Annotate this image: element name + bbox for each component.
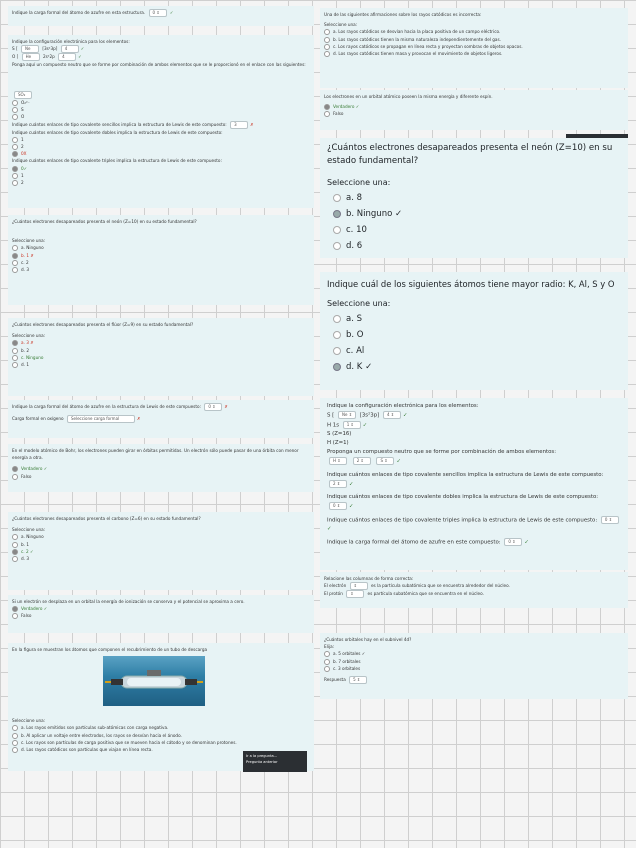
option[interactable]: d. 1 bbox=[12, 361, 310, 368]
option[interactable]: Verdadero ✓ bbox=[324, 103, 624, 110]
s-z-label: S (Z=16) bbox=[327, 431, 352, 437]
triple-select[interactable]: 0 ⇕ bbox=[601, 516, 619, 524]
orbitals-card bbox=[320, 633, 628, 699]
config-prompt: Indique la configuración electrónica para los elementos: bbox=[12, 39, 130, 44]
charge-question-card bbox=[8, 6, 314, 26]
check-icon: ✓ bbox=[80, 46, 85, 52]
question-prompt: Indique cuál de los siguientes átomos tiene mayor radio: K, Al, S y O bbox=[327, 279, 615, 289]
select-one-label: Seleccione una: bbox=[327, 299, 391, 308]
check-icon: ✓ bbox=[396, 458, 401, 465]
double-select[interactable]: 0 ⇕ bbox=[329, 502, 347, 510]
check-icon: ✓ bbox=[349, 503, 354, 510]
option-b[interactable]: b. Ninguno ✓ bbox=[333, 208, 621, 220]
h-select[interactable]: 1 ⇕ bbox=[343, 421, 361, 429]
config-prompt: Indique la configuración electrónica para los elementos: bbox=[327, 403, 479, 409]
s-config: [3s²3p] bbox=[359, 412, 380, 419]
question-prompt: ¿Cuántos electrones desapareados presenta el flúor (Z=9) en su estado fundamental? bbox=[12, 322, 194, 327]
option[interactable]: 2 bbox=[12, 143, 310, 150]
tooltip-line: Ir a la pregunta... bbox=[246, 754, 278, 758]
check-icon: ✓ bbox=[78, 54, 82, 60]
charge-prompt: Indique la carga formal del átomo de azufre en este compuesto: bbox=[327, 539, 501, 546]
option[interactable]: a. Los rayos catódicos se desvían hacia la placa positiva de un campo eléctrico. bbox=[324, 28, 624, 35]
charge2-prompt: Indique la carga formal del átomo de azufre en la estructura de Lewis de este compuesto: bbox=[12, 404, 201, 409]
match-definition: es partícula subatómica que se encuentra en el núcleo. bbox=[367, 591, 484, 597]
option[interactable]: c. 3 orbitales bbox=[324, 665, 624, 672]
question-prompt: ¿Cuántos electrones desapareados presenta el carbono (Z=6) en su estado fundamental? bbox=[12, 516, 201, 521]
option[interactable]: d. Los rayos catódicos son partículas que viajan en línea recta. bbox=[12, 746, 310, 753]
s-select-1[interactable]: Ne ⇕ bbox=[338, 411, 356, 419]
cathode-rays-card bbox=[320, 8, 628, 88]
option[interactable]: 1 bbox=[12, 136, 310, 143]
compound-select[interactable]: SO₂ bbox=[14, 91, 32, 99]
simple-bonds-prompt: Indique cuántos enlaces de tipo covalente sencillos implica la estructura de Lewis de este compuesto: bbox=[327, 471, 604, 478]
option[interactable]: d. 3 bbox=[12, 266, 310, 273]
triple-bonds-prompt: Indique cuántos enlaces de tipo covalente triples implica la estructura de Lewis de este compuesto: bbox=[327, 517, 598, 523]
check-icon: ✓ bbox=[402, 412, 408, 419]
match-select[interactable]: ⇕ bbox=[346, 590, 364, 598]
option[interactable]: b. 1 ✗ bbox=[12, 252, 310, 259]
option[interactable]: c. 2 ✓ bbox=[12, 548, 310, 555]
option[interactable]: a. 3 ✗ bbox=[12, 339, 310, 346]
question-prompt: En el modelo atómico de Bohr, los electrones pueden girar en órbitas permitidas. Un electrón sólo puede pasar de una órbita con menor energía a otra. bbox=[12, 448, 299, 461]
option[interactable]: d. Los rayos catódicos tienen masa y provocan el movimiento de objetos ligeros. bbox=[324, 50, 624, 57]
check-icon: ✓ bbox=[362, 422, 368, 428]
o-select-1[interactable]: He bbox=[22, 53, 40, 61]
option[interactable]: Verdadero ✓ bbox=[12, 465, 310, 472]
answer-select[interactable]: 5 ⇕ bbox=[349, 676, 367, 684]
option[interactable]: 2 bbox=[12, 179, 310, 186]
question-prompt: Los electrones en un orbital atómico poseen la misma energía y diferente espín. bbox=[324, 94, 493, 99]
h-z-label: H (Z=1) bbox=[327, 440, 349, 446]
question-prompt: Relacione las columnas de forma correcta: bbox=[324, 576, 414, 581]
neon-small-card bbox=[8, 215, 314, 305]
double-bonds-prompt: Indique cuántos enlaces de tipo covalente dobles implica la estructura de Lewis de este compuesto: bbox=[327, 494, 599, 500]
match-definition: es la partícula subatómica que se encuentra alrededor del núcleo. bbox=[370, 583, 510, 589]
cross-icon: ✗ bbox=[136, 416, 141, 421]
select-one-label: Seleccione una: bbox=[327, 178, 391, 187]
check-icon: ✓ bbox=[169, 10, 174, 15]
discharge-tube-photo bbox=[103, 656, 205, 706]
option[interactable]: b. Al aplicar un voltaje entre electrodos, los rayos se desvían hacia el ánodo. bbox=[12, 732, 310, 739]
answer-label: Respuesta bbox=[324, 677, 346, 683]
check-icon: ✓ bbox=[327, 526, 332, 532]
option[interactable]: c. Ninguno bbox=[12, 354, 310, 361]
option-c[interactable]: c. Al bbox=[333, 345, 621, 357]
simple-bonds-prompt: Indique cuántos enlaces de tipo covalente sencillos implica la estructura de Lewis de este compuesto: bbox=[12, 121, 227, 127]
charge-prompt: Indique la carga formal del átomo de azufre en esta estructura. bbox=[12, 10, 146, 15]
select-one-label: Elija: bbox=[324, 644, 335, 650]
option[interactable]: b. 7 orbitales bbox=[324, 658, 624, 665]
triple-bonds-prompt: Indique cuántos enlaces de tipo covalente triples implica la estructura de Lewis de este compuesto: bbox=[12, 158, 222, 164]
option-d[interactable]: d. K ✓ bbox=[333, 361, 621, 373]
cross-icon: ✗ bbox=[224, 404, 228, 409]
compound-select-3[interactable]: S ⇕ bbox=[376, 457, 394, 465]
o-config: 2s²2p bbox=[42, 54, 55, 60]
option[interactable]: Verdadero ✓ bbox=[12, 605, 310, 612]
option[interactable]: Falso bbox=[12, 612, 310, 619]
option[interactable]: d. 3 bbox=[12, 555, 310, 562]
option[interactable]: 0X bbox=[12, 150, 310, 157]
option[interactable]: c. Los rayos catódicos se propagan en línea recta y proyectan sombras de objetos opacos. bbox=[324, 43, 624, 50]
match-card bbox=[320, 572, 628, 608]
navigation-tooltip[interactable] bbox=[243, 751, 307, 772]
option[interactable]: O bbox=[12, 113, 310, 120]
check-icon: ✓ bbox=[349, 481, 354, 487]
o-select-2[interactable]: 4 bbox=[58, 53, 76, 61]
question-prompt: ¿Cuántos electrones desapareados presenta el neón (Z=10) en su estado fundamental? bbox=[327, 143, 613, 166]
bohr-card bbox=[8, 444, 314, 492]
neon-big-card bbox=[320, 138, 628, 258]
answer-label: Carga formal en oxígeno bbox=[12, 416, 64, 421]
option[interactable]: a. Los rayos emitidos son partículas sub-atómicas con carga negativa. bbox=[12, 724, 310, 731]
option-c[interactable]: c. 10 bbox=[333, 224, 621, 236]
charge-select[interactable]: 0 ⇕ bbox=[504, 538, 522, 546]
charge-select[interactable]: 0 ⇕ bbox=[149, 9, 167, 17]
true-false-card bbox=[320, 90, 628, 130]
option[interactable]: a. 5 orbitales ✓ bbox=[324, 650, 624, 657]
fluor-small-card bbox=[8, 318, 314, 396]
option-a[interactable]: a. 8 bbox=[333, 192, 621, 204]
option-d[interactable]: d. 6 bbox=[333, 240, 621, 252]
tooltip-line: Pregunta anterior bbox=[246, 760, 278, 764]
s-label: S [ bbox=[12, 46, 18, 52]
lewis-questions-card bbox=[8, 88, 314, 208]
option[interactable]: b. 2 bbox=[12, 347, 310, 354]
s-label: S [ bbox=[327, 412, 335, 419]
match-term: El protón bbox=[324, 591, 343, 597]
question-prompt: ¿Cuántos orbitales hay en el subnivel 4d? bbox=[324, 637, 412, 642]
answer-select[interactable]: Seleccione carga formal bbox=[67, 415, 135, 423]
option[interactable]: S bbox=[12, 106, 310, 113]
option[interactable]: 0✓ bbox=[12, 165, 310, 172]
compound-prompt: Ponga aquí un compuesto neutro que se forme por combinación de ambos elementos que se le proporcionó en el enlace con las siguientes: bbox=[12, 62, 306, 68]
question-prompt: Una de las siguientes afirmaciones sobre los rayos catódicos es incorrecta: bbox=[324, 12, 482, 17]
select-one-label: Seleccione una: bbox=[12, 527, 46, 533]
compound-select-1[interactable]: H ⇕ bbox=[329, 457, 347, 465]
question-prompt: ¿Cuántos electrones desapareados presenta el neón (Z=10) en su estado fundamental? bbox=[12, 219, 197, 224]
compound-select-2[interactable]: 2 ⇕ bbox=[353, 457, 371, 465]
option[interactable]: O₂²⁻ bbox=[12, 99, 310, 106]
match-select[interactable]: ⇕ bbox=[350, 582, 368, 590]
select-one-label: Seleccione una: bbox=[12, 718, 46, 724]
cross-icon: ✗ bbox=[250, 121, 254, 127]
option[interactable]: a. Ninguno bbox=[12, 533, 310, 540]
double-bonds-prompt: Indique cuántos enlaces de tipo covalente dobles implica la estructura de Lewis de este compuesto: bbox=[12, 129, 223, 135]
simple-select[interactable]: 2 ⇕ bbox=[329, 480, 347, 488]
option[interactable]: b. 1 bbox=[12, 541, 310, 548]
option[interactable]: Falso bbox=[324, 110, 624, 117]
question-prompt: Si un electrón se desplaza en un orbital la energía de ionización se conserva y el potencial se aproxima a cero. bbox=[12, 599, 245, 604]
carbon-small-card bbox=[8, 512, 314, 590]
question-prompt: En la figura se muestran los átomos que componen el recubrimiento de un tubo de descarga bbox=[12, 647, 208, 652]
option[interactable]: Falso bbox=[12, 473, 310, 480]
s-select-1[interactable]: Ne bbox=[21, 45, 39, 53]
o-label: O [ bbox=[12, 54, 19, 60]
s-select-2[interactable]: 4 bbox=[61, 45, 79, 53]
config-big-card bbox=[320, 398, 628, 570]
h-label: H 1s bbox=[327, 422, 340, 428]
option-a[interactable]: a. S bbox=[333, 313, 621, 325]
option-b[interactable]: b. O bbox=[333, 329, 621, 341]
simple-select[interactable]: 3 bbox=[230, 121, 248, 129]
check-icon: ✓ bbox=[524, 539, 529, 546]
option[interactable]: b. Los rayos catódicos tienen la misma naturaleza independientemente del gas. bbox=[324, 36, 624, 43]
charge2-select[interactable]: 0 ⇕ bbox=[204, 403, 222, 411]
s-config: [3s²3p] bbox=[42, 46, 58, 52]
option[interactable]: a. Ninguno bbox=[12, 244, 310, 251]
option[interactable]: c. 2 bbox=[12, 259, 310, 266]
option[interactable]: 1 bbox=[12, 172, 310, 179]
radius-big-card bbox=[320, 272, 628, 390]
compound-prompt: Proponga un compuesto neutro que se forme por combinación de ambos elementos: bbox=[327, 449, 557, 455]
select-one-label: Seleccione una: bbox=[12, 333, 46, 339]
match-term: El electrón bbox=[324, 583, 347, 589]
charge2-card bbox=[8, 400, 314, 438]
s-select-2[interactable]: 4 ⇕ bbox=[383, 411, 401, 419]
select-one-label: Seleccione una: bbox=[324, 22, 358, 28]
option[interactable]: c. Los rayos son partículas de carga positiva que se mueven hacia el cátodo y se denominan protones. bbox=[12, 739, 310, 746]
select-one-label: Seleccione una: bbox=[12, 238, 46, 244]
energy-card bbox=[8, 595, 314, 633]
